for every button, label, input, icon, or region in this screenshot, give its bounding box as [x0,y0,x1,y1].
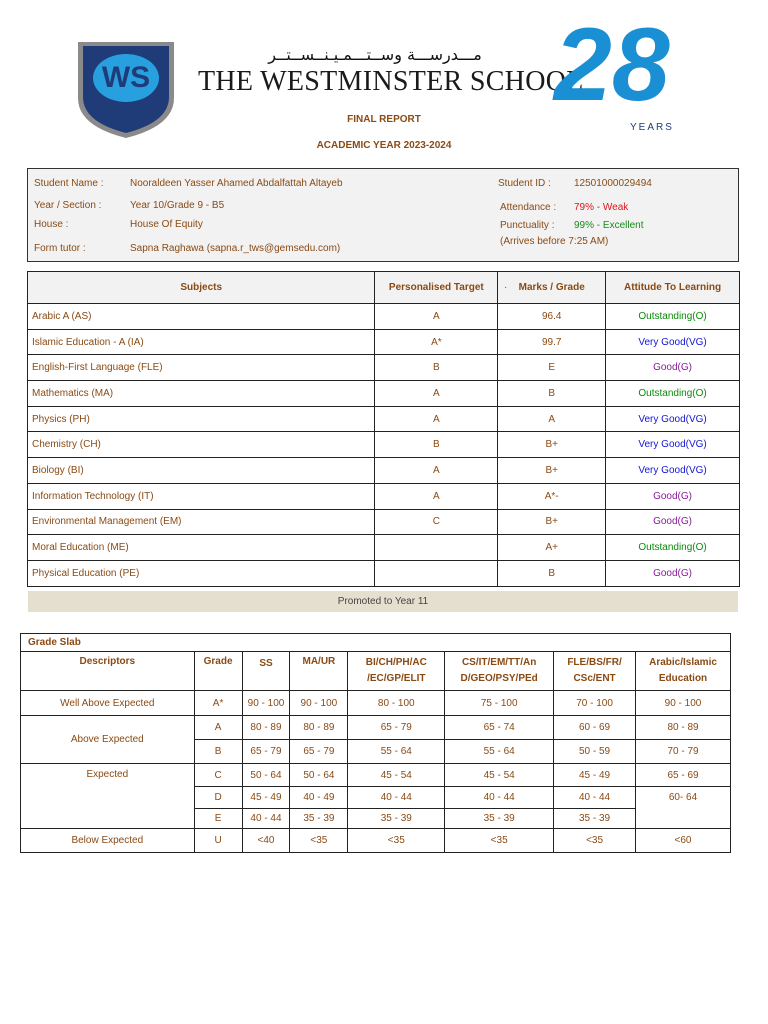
slab-grade: D [194,787,242,809]
slab-header-ma: MA/UR [290,652,348,691]
year-section-label: Year / Section : [34,200,102,211]
punctuality-value: 99% - Excellent [574,220,644,231]
slab-range: 75 - 100 [445,691,554,716]
slab-header-ss: SS [242,652,290,691]
slab-range: <60 [636,829,731,853]
subject-attitude: Good(G) [606,560,740,586]
subject-target [375,560,498,586]
slab-range: 65 - 79 [348,716,445,740]
subject-attitude: Very Good(VG) [606,458,740,484]
slab-range: 35 - 39 [554,809,636,829]
table-row [28,509,740,535]
subject-attitude: Good(G) [606,355,740,381]
slab-header-fle: FLE/BS/FR/ CSc/ENT [554,652,636,691]
slab-range: 45 - 54 [348,764,445,787]
slab-header-science: BI/CH/PH/AC /EC/GP/ELIT [348,652,445,691]
slab-descriptor: Above Expected [21,716,195,764]
school-name: THE WESTMINSTER SCHOOL [198,66,584,97]
table-row [28,432,740,458]
student-name-label: Student Name : [34,178,104,189]
slab-range: 90 - 100 [636,691,731,716]
arrival-note: (Arrives before 7:25 AM) [500,236,609,247]
slab-range: 50 - 59 [554,740,636,764]
slab-range: 45 - 49 [554,764,636,787]
subject-target: B [375,355,498,381]
house: House Of Equity [130,219,203,230]
subject-mark: B+ [498,458,606,484]
slab-range: <40 [242,829,290,853]
slab-grade: A* [194,691,242,716]
slab-grade: A [194,716,242,740]
subjects-header-row [28,272,740,304]
student-info-box [27,168,739,262]
form-tutor: Sapna Raghawa (sapna.r_tws@gemsedu.com) [130,243,341,254]
student-name: Nooraldeen Yasser Ahamed Abdalfattah Altayeb [130,178,343,189]
subject-name: Chemistry (CH) [28,432,375,458]
table-row [28,483,740,509]
table-row [28,406,740,432]
student-id-label: Student ID : [498,178,551,189]
header-subjects: Subjects [28,272,375,304]
subject-target: A [375,458,498,484]
subject-mark: A+ [498,535,606,561]
subject-attitude: Good(G) [606,509,740,535]
grade-slab-table [20,633,731,853]
table-row [28,304,740,330]
header-target: Personalised Target [375,272,498,304]
subject-name: Biology (BI) [28,458,375,484]
form-tutor-label: Form tutor : [34,243,86,254]
student-id: 12501000029494 [574,178,652,189]
slab-range: 35 - 39 [348,809,445,829]
grade-slab-title: Grade Slab [21,634,731,652]
slab-row [21,764,731,787]
subject-name: Arabic A (AS) [28,304,375,330]
subject-attitude: Outstanding(O) [606,381,740,407]
subject-target: A [375,406,498,432]
slab-range: <35 [554,829,636,853]
subject-mark: B [498,560,606,586]
subject-attitude: Outstanding(O) [606,304,740,330]
slab-range: 40 - 44 [554,787,636,809]
slab-range: 40 - 49 [290,787,348,809]
subject-target: A [375,381,498,407]
slab-range: 65 - 69 [636,764,731,787]
subject-target: A [375,483,498,509]
house-label: House : [34,219,69,230]
table-row [28,535,740,561]
slab-range: <35 [348,829,445,853]
slab-range: 40 - 44 [348,787,445,809]
subject-mark: 96.4 [498,304,606,330]
anniversary-number: 28 [554,8,670,123]
slab-descriptor: Below Expected [21,829,195,853]
slab-grade: U [194,829,242,853]
attendance-label: Attendance : [500,202,557,213]
subject-name: English-First Language (FLE) [28,355,375,381]
header-marks [498,272,606,304]
subject-name: Mathematics (MA) [28,381,375,407]
subject-target: A* [375,329,498,355]
slab-range: 65 - 79 [242,740,290,764]
slab-range: 60- 64 [636,787,731,809]
subject-mark: A*- [498,483,606,509]
slab-range: 70 - 100 [554,691,636,716]
academic-year: ACADEMIC YEAR 2023-2024 [316,140,452,151]
slab-range: 60 - 69 [554,716,636,740]
slab-range: 40 - 44 [242,809,290,829]
header-attitude: Attitude To Learning [606,272,740,304]
slab-range: 80 - 89 [242,716,290,740]
subject-name: Physics (PH) [28,406,375,432]
slab-range: 55 - 64 [348,740,445,764]
slab-header-cs: CS/IT/EM/TT/An D/GEO/PSY/PEd [445,652,554,691]
table-row [28,560,740,586]
table-row [28,458,740,484]
subject-mark: E [498,355,606,381]
subject-attitude: Very Good(VG) [606,432,740,458]
punctuality-label: Punctuality : [500,220,555,231]
slab-range: 80 - 89 [290,716,348,740]
slab-header-arabic: Arabic/Islamic Education [636,652,731,691]
report-title: FINAL REPORT [347,114,421,125]
school-logo-shield [76,40,176,140]
subject-mark: A [498,406,606,432]
slab-header-descriptors: Descriptors [21,652,195,691]
subject-mark: B+ [498,509,606,535]
anniversary-label: YEARS [630,122,674,133]
slab-row [21,716,731,740]
slab-range: <35 [445,829,554,853]
slab-range: 50 - 64 [290,764,348,787]
slab-range: 55 - 64 [445,740,554,764]
slab-range: 70 - 79 [636,740,731,764]
subject-attitude: Very Good(VG) [606,406,740,432]
subject-target: A [375,304,498,330]
slab-range: 45 - 49 [242,787,290,809]
table-row [28,329,740,355]
subject-mark: 99.7 [498,329,606,355]
svg-text:WS: WS [101,61,151,94]
subject-name: Physical Education (PE) [28,560,375,586]
subject-name: Moral Education (ME) [28,535,375,561]
school-name-arabic: مـــدرســـة وســتـــمـيـنــســتــر [268,45,482,64]
slab-grade: B [194,740,242,764]
header-marks-label: Marks / Grade [518,282,585,293]
slab-range: 65 - 79 [290,740,348,764]
slab-range: 90 - 100 [290,691,348,716]
subject-name: Islamic Education - A (IA) [28,329,375,355]
slab-range: 35 - 39 [445,809,554,829]
slab-range: 40 - 44 [445,787,554,809]
header-marks-dot: . [504,280,508,291]
subject-attitude: Outstanding(O) [606,535,740,561]
slab-range: 50 - 64 [242,764,290,787]
slab-range [636,809,731,829]
slab-range: 35 - 39 [290,809,348,829]
subject-attitude: Very Good(VG) [606,329,740,355]
subject-mark: B+ [498,432,606,458]
table-row [28,381,740,407]
grade-slab [20,633,731,853]
slab-grade: E [194,809,242,829]
promotion-banner: Promoted to Year 11 [28,591,738,612]
subject-name: Environmental Management (EM) [28,509,375,535]
subject-target [375,535,498,561]
subjects-table [27,271,740,587]
subject-target: B [375,432,498,458]
subject-target: C [375,509,498,535]
slab-grade: C [194,764,242,787]
year-section: Year 10/Grade 9 - B5 [130,200,225,211]
slab-range: 80 - 100 [348,691,445,716]
subject-attitude: Good(G) [606,483,740,509]
slab-range: 65 - 74 [445,716,554,740]
slab-range: 80 - 89 [636,716,731,740]
slab-row [21,829,731,853]
slab-range: 45 - 54 [445,764,554,787]
subject-name: Information Technology (IT) [28,483,375,509]
slab-range: <35 [290,829,348,853]
slab-header-grade: Grade [194,652,242,691]
slab-row [21,691,731,716]
subject-mark: B [498,381,606,407]
attendance-value: 79% - Weak [574,202,629,213]
slab-range: 90 - 100 [242,691,290,716]
slab-descriptor: Expected [21,764,195,829]
slab-descriptor: Well Above Expected [21,691,195,716]
table-row [28,355,740,381]
